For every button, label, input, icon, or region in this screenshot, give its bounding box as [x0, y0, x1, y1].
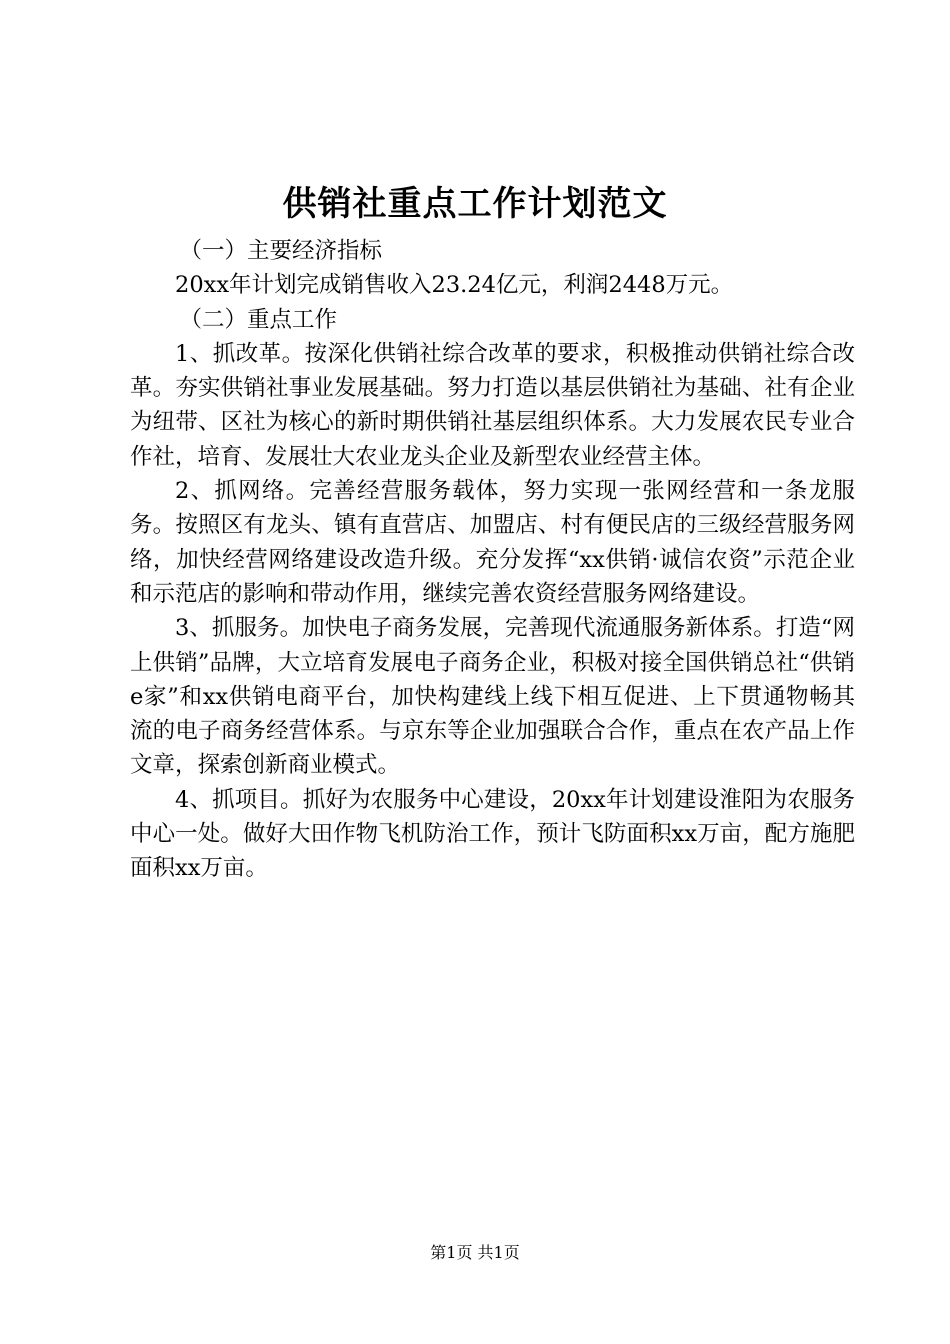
- paragraph-sales-target: 20xx年计划完成销售收入23.24亿元，利润2448万元。: [175, 272, 734, 299]
- paragraph-projects: 4、抓项目。抓好为农服务中心建设，20xx年计划建设淮阳为农服务中心一处。做好大田作物飞机防治工作，预计飞防面积xx万亩，配方施肥面积xx万亩。: [130, 786, 855, 882]
- paragraph-reform: 1、抓改革。按深化供销社综合改革的要求，积极推动供销社综合改革。夯实供销社事业发展基础。努力打造以基层供销社为基础、社有企业为纽带、区社为核心的新时期供销社基层组织体系。大力发展农民专业合作社，培育、发展壮大农业龙头企业及新型农业经营主体。: [130, 340, 855, 470]
- paragraph-network: 2、抓网络。完善经营服务载体，努力实现一张网经营和一条龙服务。按照区有龙头、镇有直营店、加盟店、村有便民店的三级经营服务网络，加快经营网络建设改造升级。充分发挥“xx供销·诚信农资”示范企业和示范店的影响和带动作用，继续完善农资经营服务网络建设。: [130, 478, 855, 607]
- section-heading-key-work: （二）重点工作: [179, 306, 338, 333]
- document-title: 供销社重点工作计划范文: [282, 184, 668, 224]
- paragraph-service: 3、抓服务。加快电子商务发展，完善现代流通服务新体系。打造“网上供销”品牌，大立培育发展电子商务企业，积极对接全国供销总社“供销e家”和xx供销电商平台，加快构建线上线下相互促进、上下贯通物畅其流的电子商务经营体系。与京东等企业加强联合合作，重点在农产品上作文章，探索创新商业模式。: [130, 615, 855, 779]
- document-body: [130, 234, 855, 886]
- page-footer: 第1页 共1页: [430, 1243, 520, 1262]
- section-heading-economic-indicators: （一）主要经济指标: [179, 238, 383, 264]
